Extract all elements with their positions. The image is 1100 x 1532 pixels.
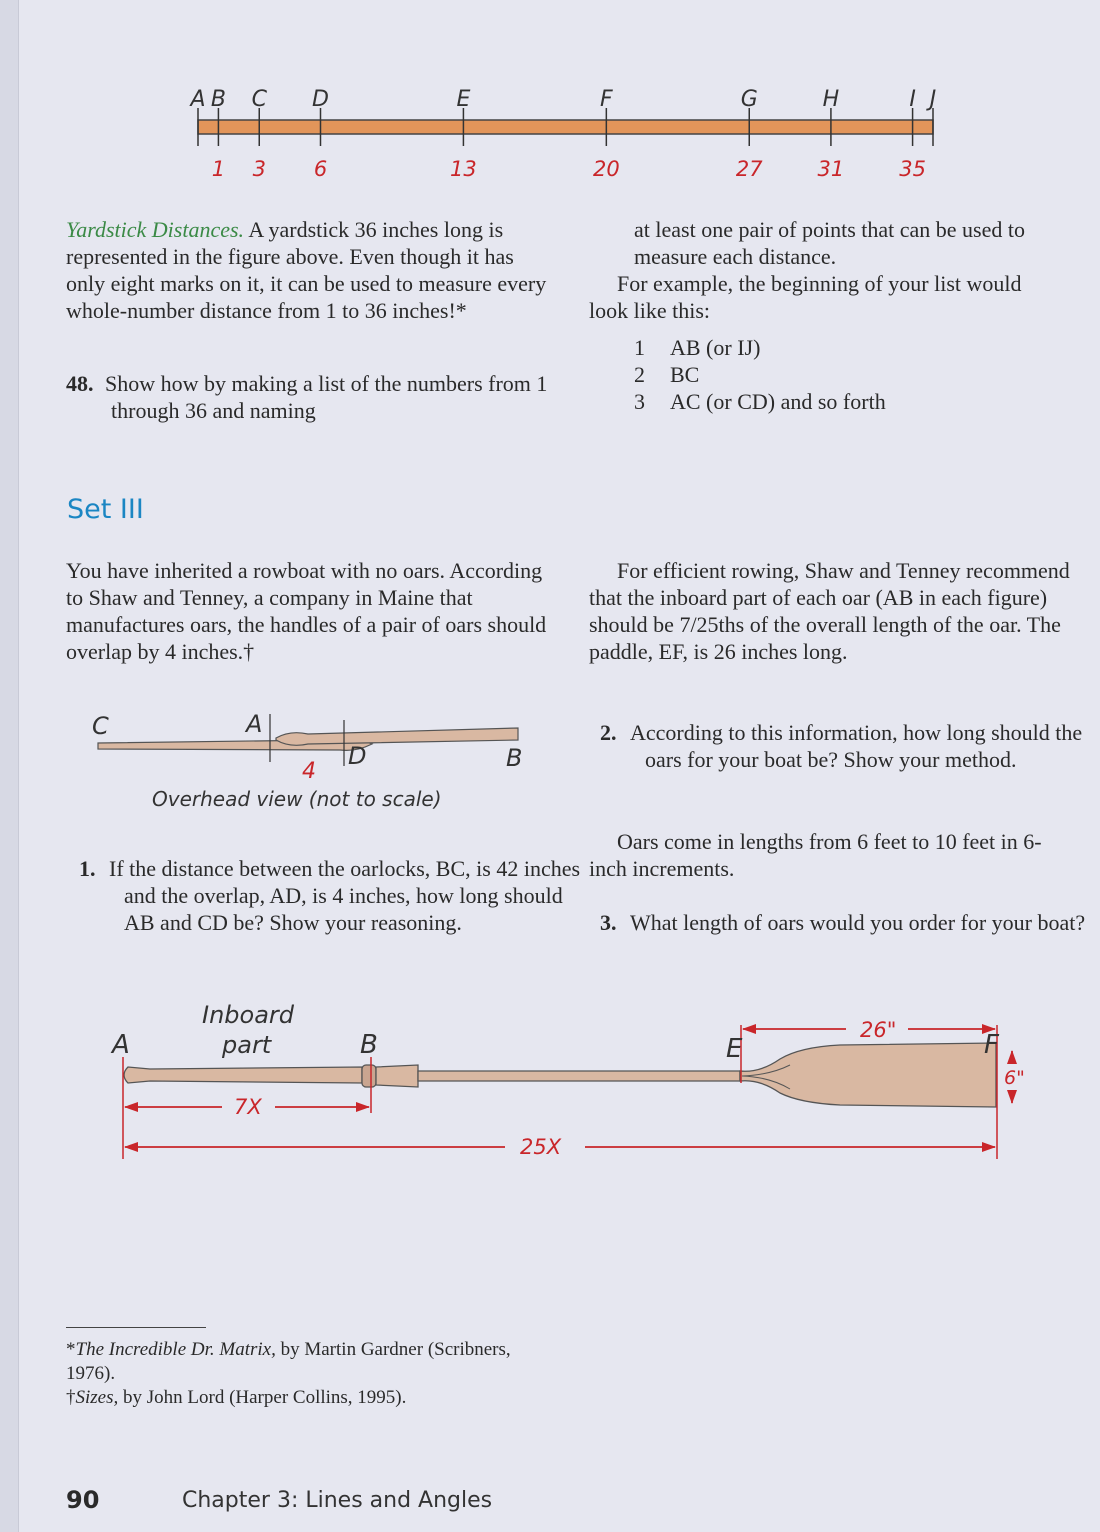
oarlock-collar xyxy=(362,1065,376,1087)
yardstick-letter-j: J xyxy=(929,87,937,112)
oar-label-f: F xyxy=(984,1030,999,1060)
oar-shaft xyxy=(418,1071,740,1081)
yardstick-intro xyxy=(66,216,548,324)
label-d: D xyxy=(348,742,367,770)
dim-7x: 7X xyxy=(234,1095,262,1119)
footnote-1: *The Incredible Dr. Matrix, by Martin Gardner (Scribners, 1976). xyxy=(66,1339,511,1384)
inboard-ratio-text: For efficient rowing, Shaw and Tenney recommend that the inboard part of each oar (AB in each figure) should be 7/25ths of the overall length of the oar. The paddle, EF, is 26 inches long. xyxy=(589,558,1070,664)
yardstick-letter-i: I xyxy=(909,87,916,112)
book-spine xyxy=(0,0,18,1532)
yardstick-number-labels xyxy=(212,157,926,181)
set-iii-heading: Set III xyxy=(67,494,144,525)
question-48-continued: at least one pair of points that can be used to measure each distance. xyxy=(634,217,1025,269)
yardstick-number-3: 3 xyxy=(252,157,266,181)
label-c: C xyxy=(92,712,109,740)
label-part: part xyxy=(222,1031,272,1059)
overlap-label: 4 xyxy=(302,759,316,784)
footnote-rule xyxy=(66,1327,206,1328)
question-1-text: If the distance between the oarlocks, BC, is 42 inches and the overlap, AD, is 4 inches, how long should AB and CD be? Show your reasoning. xyxy=(109,856,581,935)
yardstick-letter-labels xyxy=(188,87,936,112)
overhead-caption: Overhead view (not to scale) xyxy=(152,787,442,811)
label-a: A xyxy=(246,710,263,738)
yardstick-number-13: 13 xyxy=(450,157,477,181)
list-item: 3 AC (or CD) and so forth xyxy=(634,389,886,414)
footnote-2: †Sizes, by John Lord (Harper Collins, 1995). xyxy=(66,1387,407,1408)
yardstick-letter-c: C xyxy=(251,87,267,112)
yardstick-title: Yardstick Distances. xyxy=(66,217,245,242)
list-item: 1 AB (or IJ) xyxy=(634,335,761,360)
yardstick-letter-g: G xyxy=(740,87,758,112)
oar-label-a: A xyxy=(112,1030,130,1060)
yardstick-letter-a: A xyxy=(190,87,206,112)
oar-label-b: B xyxy=(360,1030,378,1060)
yardstick-letter-h: H xyxy=(822,87,840,112)
oar-label-e: E xyxy=(726,1034,743,1064)
page-number: 90 xyxy=(66,1486,100,1514)
yardstick-letter-b: B xyxy=(210,87,226,112)
oar-sleeve xyxy=(376,1065,418,1087)
dim-25x: 25X xyxy=(520,1135,562,1159)
dim-6: 6" xyxy=(1004,1067,1025,1089)
yardstick-number-20: 20 xyxy=(592,157,620,181)
question-2 xyxy=(600,719,1100,773)
yardstick-number-31: 31 xyxy=(817,157,845,181)
question-48-text: Show how by making a list of the numbers from 1 through 36 and naming xyxy=(105,371,548,423)
question-2-text: According to this information, how long should the oars for your boat be? Show your method. xyxy=(630,720,1083,772)
label-inboard: Inboard xyxy=(202,1001,295,1029)
oar-lengths-text: Oars come in lengths from 6 feet to 10 feet in 6-inch increments. xyxy=(589,829,1042,881)
question-3-text: What length of oars would you order for your boat? xyxy=(630,910,1086,935)
example-intro: For example, the beginning of your list would look like this: xyxy=(589,271,1022,323)
question-1 xyxy=(79,855,586,936)
dim-26: 26" xyxy=(860,1018,897,1042)
question-2-number: 2. xyxy=(600,720,617,745)
set-iii-intro: You have inherited a rowboat with no oars. According to Shaw and Tenney, a company in Maine that manufactures oars, the handles of a pair of oars should overlap by 4 inches.† xyxy=(66,558,547,664)
oar-dimension-diagram xyxy=(0,995,1100,1175)
yardstick-letter-f: F xyxy=(600,87,613,112)
question-3-number: 3. xyxy=(600,910,617,935)
yardstick-number-1: 1 xyxy=(211,157,226,181)
yardstick-number-35: 35 xyxy=(899,157,926,181)
list-item: 2 BC xyxy=(634,362,700,387)
label-b: B xyxy=(506,744,523,772)
question-48 xyxy=(66,370,548,424)
oar-ab-shape xyxy=(276,728,518,745)
yardstick-number-27: 27 xyxy=(735,157,763,181)
oar-handle xyxy=(124,1067,362,1083)
chapter-title: Chapter 3: Lines and Angles xyxy=(182,1488,493,1513)
question-48-number: 48. xyxy=(66,371,94,396)
yardstick-letter-e: E xyxy=(456,87,471,112)
yardstick-letter-d: D xyxy=(312,87,329,112)
yardstick-figure xyxy=(0,80,1100,190)
example-list xyxy=(634,334,1054,415)
overhead-oar-diagram xyxy=(60,700,550,820)
yardstick-number-6: 6 xyxy=(313,157,328,181)
yardstick-intro-text: A yardstick 36 inches long is represented in the figure above. Even though it has only eight marks on it, it can be used to measure every whole-number distance from 1 to 36 inches!* xyxy=(66,217,547,323)
oar-paddle xyxy=(740,1043,996,1107)
yardstick-bar xyxy=(198,120,933,134)
question-1-number: 1. xyxy=(79,856,96,881)
question-3 xyxy=(600,909,1100,936)
footnotes xyxy=(66,1338,546,1410)
